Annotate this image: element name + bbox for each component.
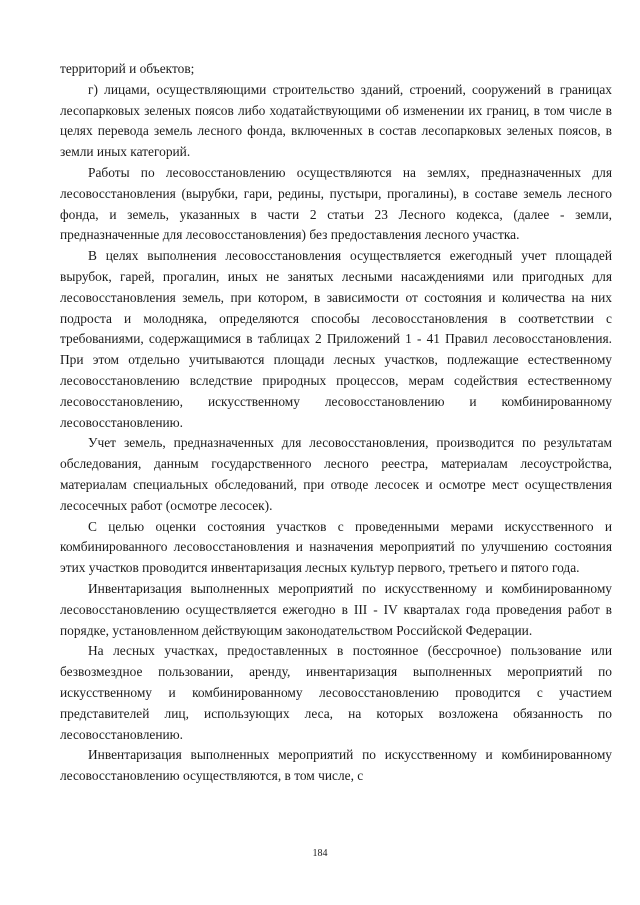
paragraph-1: территорий и объектов; [60, 61, 195, 76]
body-text [60, 59, 612, 787]
paragraph-2: г) лицами, осуществляющими строительство зданий, строений, сооружений в границах лесопарковых зеленых поясов либо ходатайствующими об изменении их границ, в том числе в целях перевода земель лесного фонда, включенных в состав лесопарковых зеленых поясов, в земли иных категорий. [60, 81, 612, 160]
paragraph-5: Учет земель, предназначенных для лесовосстановления, производится по результатам обследования, данным государственного лесного реестра, материалам лесоустройства, материалам специальных обследований, при отводе лесосек и осмотре мест осуществления лесосечных работ (осмотре лесосек). [60, 435, 612, 513]
paragraph-4: В целях выполнения лесовосстановления осуществляется ежегодный учет площадей вырубок, гарей, прогалин, иных не занятых лесными насаждениями или пригодных для лесовосстановления земель, при котором, в зависимости от состояния и количества на них подроста и молодняка, определяются способы лесовосстановления в соответствии с требованиями, содержащимися в таблицах 2 Приложений 1 - 41 Правил лесовосстановления. При этом отдельно учитываются площади лесных участков, подлежащие естественному лесовосстановлению вследствие природных процессов, мерам содействия естественному лесовосстановлению, искусственному лесовосстановлению и комбинированному лесовосстановлению. [60, 248, 612, 430]
paragraph-7: Инвентаризация выполненных мероприятий по искусственному и комбинированному лесовосстановлению осуществляется ежегодно в III - IV кварталах года проведения работ в порядке, установленном действующим законодательством Российской Федерации. [60, 580, 612, 638]
paragraph-8: На лесных участках, предоставленных в постоянное (бессрочное) пользование или безвозмездное пользовании, аренду, инвентаризация выполненных мероприятий по искусственному и комбинированному лесовосстановлению проводится с участием представителей лиц, использующих леса, на которых возложена обязанность по лесовосстановлению. [60, 643, 612, 742]
paragraph-6: С целью оценки состояния участков с проведенными мерами искусственного и комбинированного лесовосстановления и назначения мероприятий по улучшению состояния этих участков проводится инвентаризация лесных культур первого, третьего и пятого года. [60, 518, 612, 576]
page-number: 184 [312, 848, 328, 859]
paragraph-9: Инвентаризация выполненных мероприятий по искусственному и комбинированному лесовосстановлению осуществляются, в том числе, с [60, 747, 612, 784]
paragraph-3: Работы по лесовосстановлению осуществляются на землях, предназначенных для лесовосстановления (вырубки, гари, редины, пустыри, прогалины), в составе земель лесного фонда, и земель, указанных в части 2 статьи 23 Лесного кодекса, (далее - земли, предназначенные для лесовосстановления) без предоставления лесного участка. [60, 164, 612, 243]
